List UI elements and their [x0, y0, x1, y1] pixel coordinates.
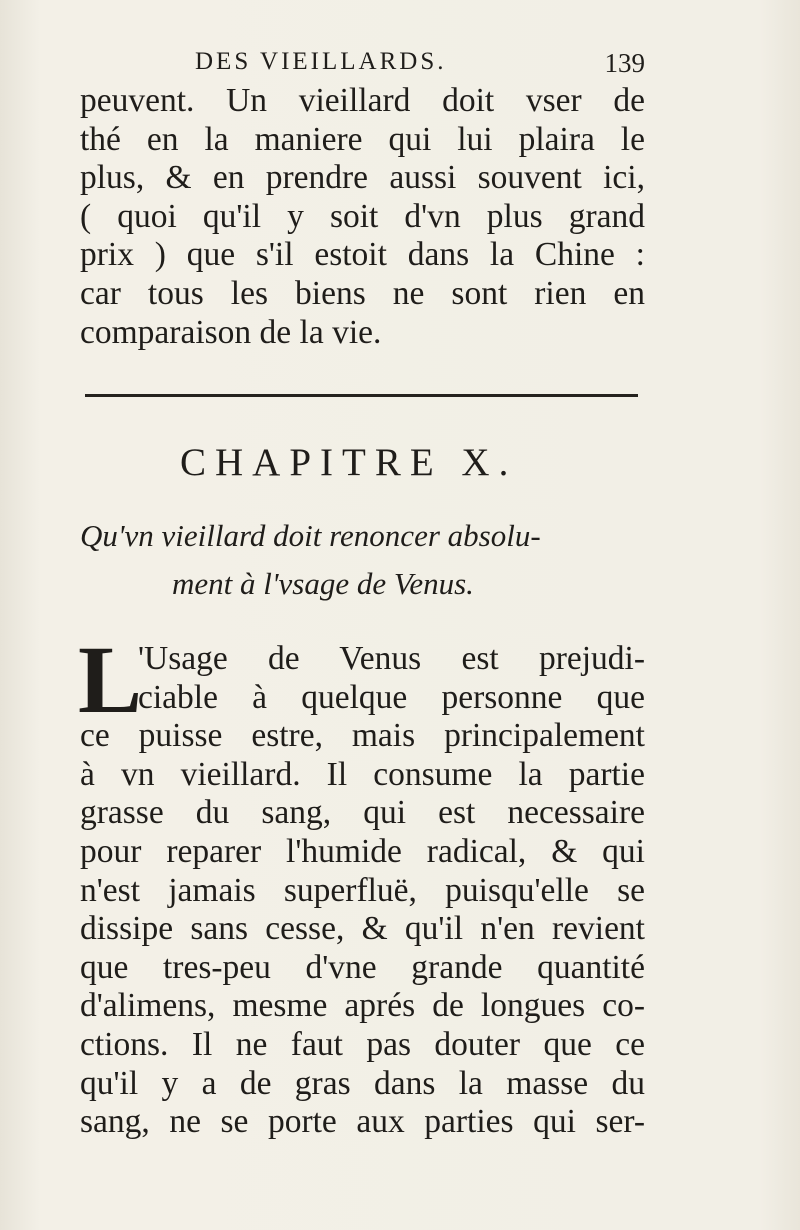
text-line: dissipe sans cesse, & qu'il n'en revient — [80, 910, 645, 948]
text-line: ce puisse estre, mais principalement — [80, 717, 645, 755]
text-line: n'est jamais superfluë, puisqu'elle se — [80, 871, 645, 909]
text-line: peuvent. Un vieillard doit vser de — [80, 82, 645, 119]
body-paragraph — [78, 626, 645, 1142]
text-line: comparaison de la vie. — [80, 313, 382, 351]
text-line: sang, ne se porte aux parties qui ser- — [80, 1103, 645, 1141]
drop-cap: L — [78, 626, 143, 733]
text-line: ctions. Il ne faut pas douter que ce — [80, 1025, 645, 1063]
text-line: plus, & en prendre aussi souvent ici, — [80, 159, 645, 197]
text-line: 'Usage de Venus est prejudi- — [138, 640, 645, 677]
text-line: ciable à quelque personne que — [138, 678, 645, 716]
text-line: grasse du sang, qui est necessaire — [80, 794, 645, 832]
top-paragraph — [80, 82, 645, 352]
text-line: ( quoi qu'il y soit d'vn plus grand — [80, 197, 645, 235]
running-head: DES VIEILLARDS. — [195, 48, 447, 75]
chapter-subtitle-line: Qu'vn vieillard doit renoncer absolu- — [80, 518, 541, 553]
text-line: qu'il y a de gras dans la masse du — [80, 1064, 645, 1102]
text-line: car tous les biens ne sont rien en — [80, 274, 645, 312]
chapter-subtitle-line: ment à l'vsage de Venus. — [172, 566, 474, 601]
text-line: thé en la maniere qui lui plaira le — [80, 120, 645, 158]
chapter-title: CHAPITRE X. — [180, 441, 518, 484]
page-number: 139 — [604, 48, 645, 78]
chapter-subtitle — [80, 512, 640, 608]
text-line: d'alimens, mesme aprés de longues co- — [80, 987, 645, 1025]
section-divider — [85, 394, 638, 397]
text-line: prix ) que s'il estoit dans la Chine : — [80, 236, 645, 274]
text-line: pour reparer l'humide radical, & qui — [80, 832, 645, 870]
text-line: à vn vieillard. Il consume la partie — [80, 755, 645, 793]
text-line: que tres-peu d'vne grande quantité — [80, 948, 645, 986]
